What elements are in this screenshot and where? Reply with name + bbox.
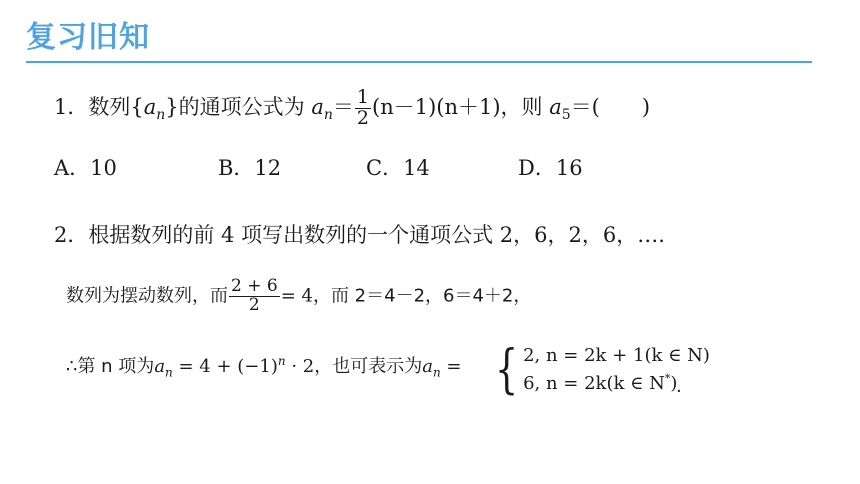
sol2-sup: n	[277, 354, 286, 368]
sol2-a2: a	[422, 356, 433, 377]
cases-block	[523, 342, 710, 398]
sol1-frac-num: 2 + 6	[231, 276, 278, 296]
q1-a2: a	[311, 94, 324, 119]
q1-sub5: 5	[561, 107, 571, 124]
solution-line-2	[66, 352, 462, 380]
option-b[interactable]: B．12	[218, 156, 282, 180]
option-a[interactable]: A．10	[54, 156, 117, 180]
q1-a3: a	[549, 94, 562, 119]
q1-mid: }的通项公式为	[165, 94, 312, 119]
sol2-rhs2: · 2	[285, 356, 315, 377]
q1-end: ＝( )	[570, 94, 651, 119]
section-title: 复习旧知	[26, 20, 150, 55]
q1-sub2: n	[323, 107, 333, 124]
case-2-main: 6, n = 2k(k ∈ N	[523, 372, 665, 394]
sol1-eq: = 4	[280, 285, 313, 307]
q1-a: a	[143, 94, 157, 119]
question-2: 2．根据数列的前 4 项写出数列的一个通项公式 2，6，2，6，….	[54, 223, 665, 247]
q1-expr: (n－1)(n＋1)，则	[372, 94, 550, 119]
sol2-prefix: ∴第 n 项为	[66, 356, 155, 377]
sol2-sub2: n	[432, 365, 441, 380]
sol2-rhs: = 4 + (−1)	[172, 356, 278, 377]
sol2-eq: =	[440, 356, 462, 377]
q1-prefix: 1．数列{	[54, 94, 144, 119]
q1-frac-den: 2	[356, 106, 369, 129]
case-2-sup: *	[664, 371, 671, 385]
q1-frac-num: 1	[356, 86, 369, 108]
q1-eq: ＝	[332, 94, 354, 119]
left-brace: {	[494, 339, 519, 400]
question-1	[54, 88, 650, 129]
sol1-suffix: ，而 2＝4－2，6＝4＋2，	[312, 285, 532, 307]
q1-fraction	[355, 88, 371, 129]
case-1: 2, n = 2k + 1(k ∈ N)	[523, 345, 710, 366]
option-d[interactable]: D．16	[518, 156, 583, 180]
sol1-frac-den: 2	[248, 294, 260, 315]
title-underline	[26, 61, 812, 63]
sol1-prefix: 数列为摆动数列，而	[66, 285, 228, 307]
sol2-a: a	[154, 356, 166, 377]
q1-sub: n	[156, 107, 166, 124]
solution-line-1	[66, 278, 531, 315]
sol2-period: .	[676, 376, 682, 397]
sol2-sub: n	[165, 365, 173, 380]
case-2-end: )	[670, 372, 678, 394]
option-c[interactable]: C．14	[366, 156, 430, 180]
case-2	[523, 370, 710, 398]
sol2-mid: ，也可表示为	[314, 356, 423, 377]
sol1-fraction	[229, 278, 280, 315]
